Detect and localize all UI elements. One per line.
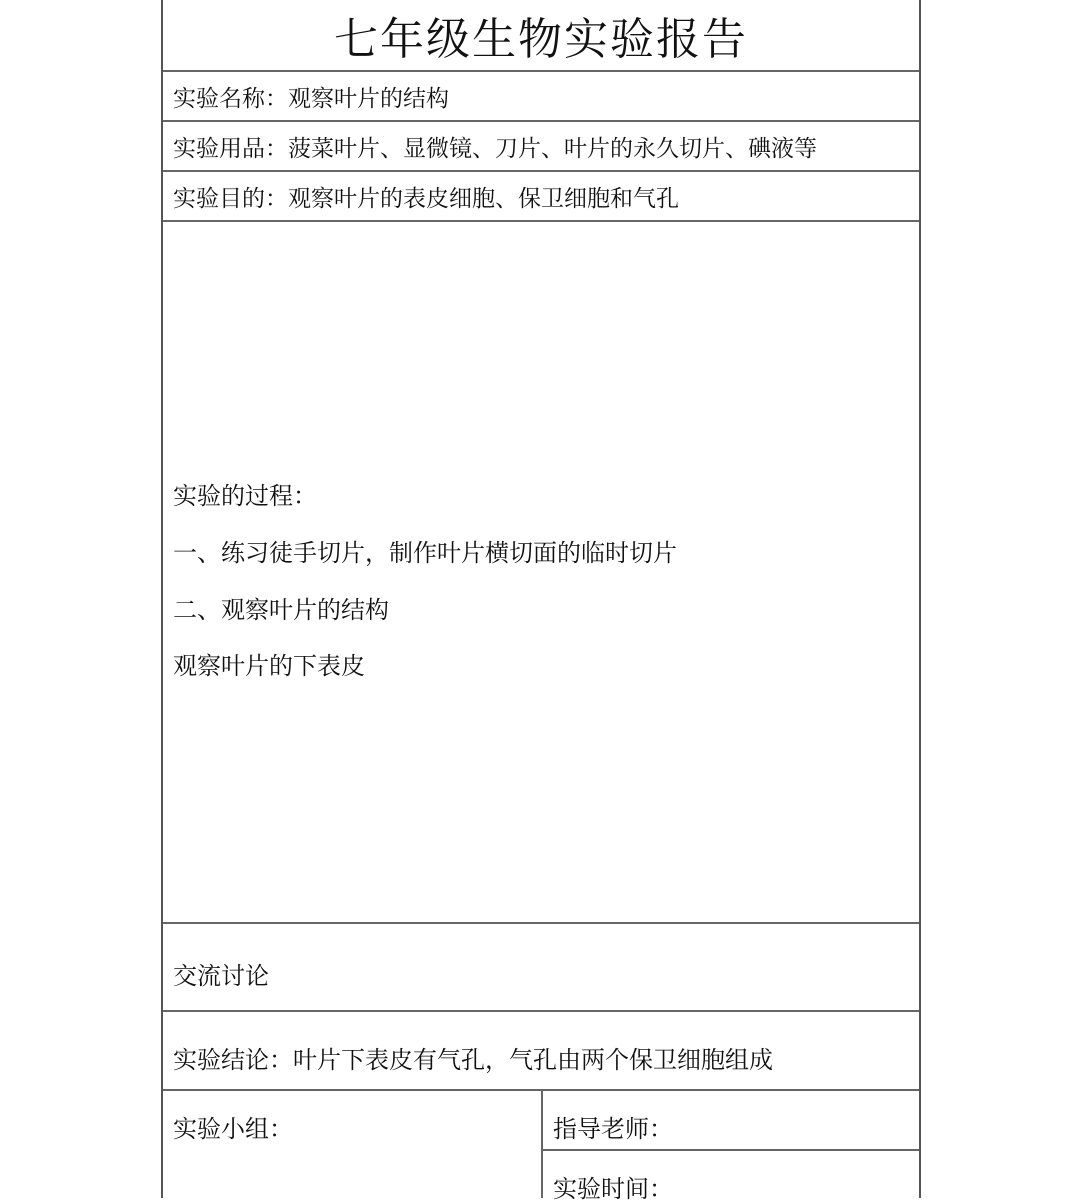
time-label: 实验时间： — [553, 1175, 673, 1203]
report-title: 七年级生物实验报告 — [334, 14, 748, 65]
group-cell — [163, 1091, 543, 1198]
title-row — [163, 0, 919, 72]
experiment-purpose: 实验目的：观察叶片的表皮细胞、保卫细胞和气孔 — [173, 185, 679, 212]
experiment-process-section — [163, 222, 919, 924]
discussion-label: 交流讨论 — [173, 962, 269, 990]
experiment-purpose-row — [163, 172, 919, 222]
time-cell — [543, 1151, 919, 1203]
teacher-cell — [543, 1091, 919, 1151]
process-step-2: 二、观察叶片的结构 — [173, 596, 389, 624]
process-heading: 实验的过程： — [173, 482, 317, 510]
experiment-materials-row — [163, 122, 919, 172]
discussion-section — [163, 924, 919, 1012]
experiment-materials: 实验用品：菠菜叶片、显微镜、刀片、叶片的永久切片、碘液等 — [173, 135, 817, 162]
group-label: 实验小组： — [173, 1115, 293, 1143]
lab-report-form — [161, 0, 921, 1203]
teacher-label: 指导老师： — [553, 1115, 673, 1143]
experiment-name: 实验名称：观察叶片的结构 — [173, 85, 449, 112]
conclusion-text: 实验结论：叶片下表皮有气孔，气孔由两个保卫细胞组成 — [173, 1046, 773, 1074]
experiment-name-row — [163, 72, 919, 122]
process-step-1: 一、练习徒手切片，制作叶片横切面的临时切片 — [173, 539, 677, 567]
signature-section — [163, 1091, 919, 1203]
conclusion-section — [163, 1012, 919, 1091]
process-step-3: 观察叶片的下表皮 — [173, 652, 365, 680]
